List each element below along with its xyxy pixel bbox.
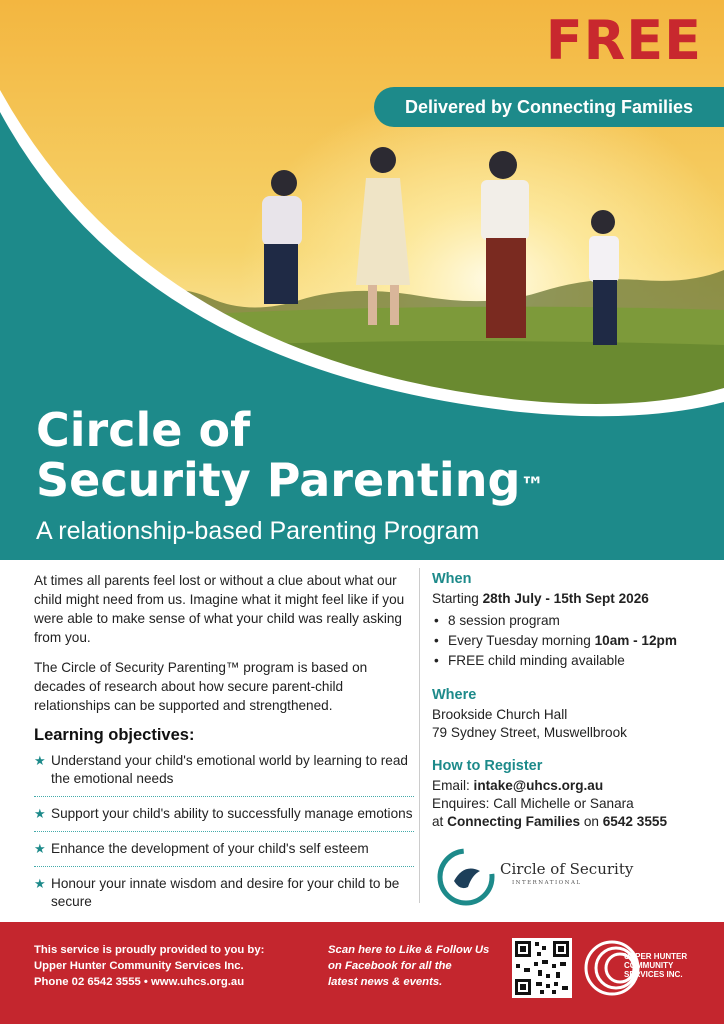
facebook-line-2: on Facebook for all the <box>328 960 452 972</box>
starting-prefix: Starting <box>432 591 483 606</box>
bullet-text: Every Tuesday morning <box>448 633 595 648</box>
time-value: 10am - 12pm <box>594 633 677 648</box>
register-enquiries: Enquires: Call Michelle or Sanara <box>432 796 634 811</box>
uh-line-3: SERVICES INC. <box>624 970 683 979</box>
where-heading: Where <box>432 687 477 703</box>
register-section <box>432 758 712 831</box>
register-heading: How to Register <box>432 758 543 774</box>
email-prefix: Email: <box>432 778 474 793</box>
free-label: FREE <box>545 9 702 72</box>
delivered-by-badge: Delivered by Connecting Families <box>374 87 724 127</box>
footer-line-3[interactable]: Phone 02 6542 3555 • www.uhcs.org.au <box>34 976 245 988</box>
bullet-item <box>432 631 712 651</box>
bullet-item: • FREE child minding available <box>432 651 712 671</box>
dates-value: 28th July - 15th Sept 2026 <box>482 591 649 606</box>
register-email-line <box>432 777 712 795</box>
when-section <box>432 571 712 671</box>
footer-provider <box>34 942 264 990</box>
phone-number[interactable]: 6542 3555 <box>602 814 668 829</box>
title-line-1: Circle of <box>36 403 251 457</box>
objective-text: Support your child's ability to successfully manage emotions <box>51 806 413 821</box>
register-contact-line <box>432 813 712 831</box>
left-column <box>34 571 414 927</box>
facebook-line-1: Scan here to Like & Follow Us <box>328 944 490 956</box>
email-link[interactable]: intake@uhcs.org.au <box>473 778 604 793</box>
on-text: on <box>580 814 603 829</box>
where-line-2: 79 Sydney Street, Muswellbrook <box>432 725 627 740</box>
uh-line-1: UPPER HUNTER <box>624 952 688 961</box>
when-dates <box>432 590 712 608</box>
title-line-2: Security Parenting <box>36 453 521 507</box>
footer-facebook <box>328 942 489 990</box>
cos-swirl-icon <box>454 869 480 889</box>
objective-item <box>34 752 414 797</box>
objective-text: Honour your innate wisdom and desire for your child to be secure <box>51 876 400 909</box>
objectives-list <box>34 752 414 919</box>
star-icon: ★ <box>34 841 46 856</box>
objective-item <box>34 840 414 867</box>
when-heading: When <box>432 571 472 587</box>
star-icon: ★ <box>34 876 46 891</box>
upper-hunter-text <box>624 952 687 979</box>
qr-code-icon[interactable] <box>512 938 572 998</box>
cos-logo-subtext: INTERNATIONAL <box>512 880 582 886</box>
page-title <box>36 405 544 505</box>
bullet-item: • 8 session program <box>432 611 712 631</box>
footer-line-2: Upper Hunter Community Services Inc. <box>34 960 244 972</box>
intro-paragraph-1: At times all parents feel lost or without a clue about what our child might need from us. Imagine what it might feel like if you were able to make sense of what your child was really asking from you. <box>34 573 405 645</box>
star-icon: ★ <box>34 806 46 821</box>
where-section <box>432 687 712 742</box>
objective-item <box>34 875 414 919</box>
objective-text: Enhance the development of your child's self esteem <box>51 841 369 856</box>
at-prefix: at <box>432 814 448 829</box>
subtitle: A relationship-based Parenting Program <box>36 517 480 545</box>
intro-paragraph-2: The Circle of Security Parenting™ program is based on decades of research about how secure parent-child relationships can be supported and strengthened. <box>34 660 368 713</box>
right-column <box>432 571 712 847</box>
footer <box>0 922 724 1024</box>
trademark-symbol: ™ <box>520 472 545 500</box>
objective-text: Understand your child's emotional world by learning to read the emotional needs <box>51 753 408 786</box>
when-bullets <box>432 611 712 671</box>
objective-item <box>34 805 414 832</box>
facebook-line-3: latest news & events. <box>328 976 443 988</box>
star-icon: ★ <box>34 753 46 768</box>
org-name: Connecting Families <box>447 814 581 829</box>
cos-logo-text: Circle of Security <box>500 860 634 878</box>
learning-objectives-heading: Learning objectives: <box>34 726 195 744</box>
where-line-1: Brookside Church Hall <box>432 707 568 722</box>
uh-line-2: COMMUNITY <box>624 961 674 970</box>
column-divider <box>419 568 420 903</box>
footer-line-1: This service is proudly provided to you by: <box>34 944 265 956</box>
